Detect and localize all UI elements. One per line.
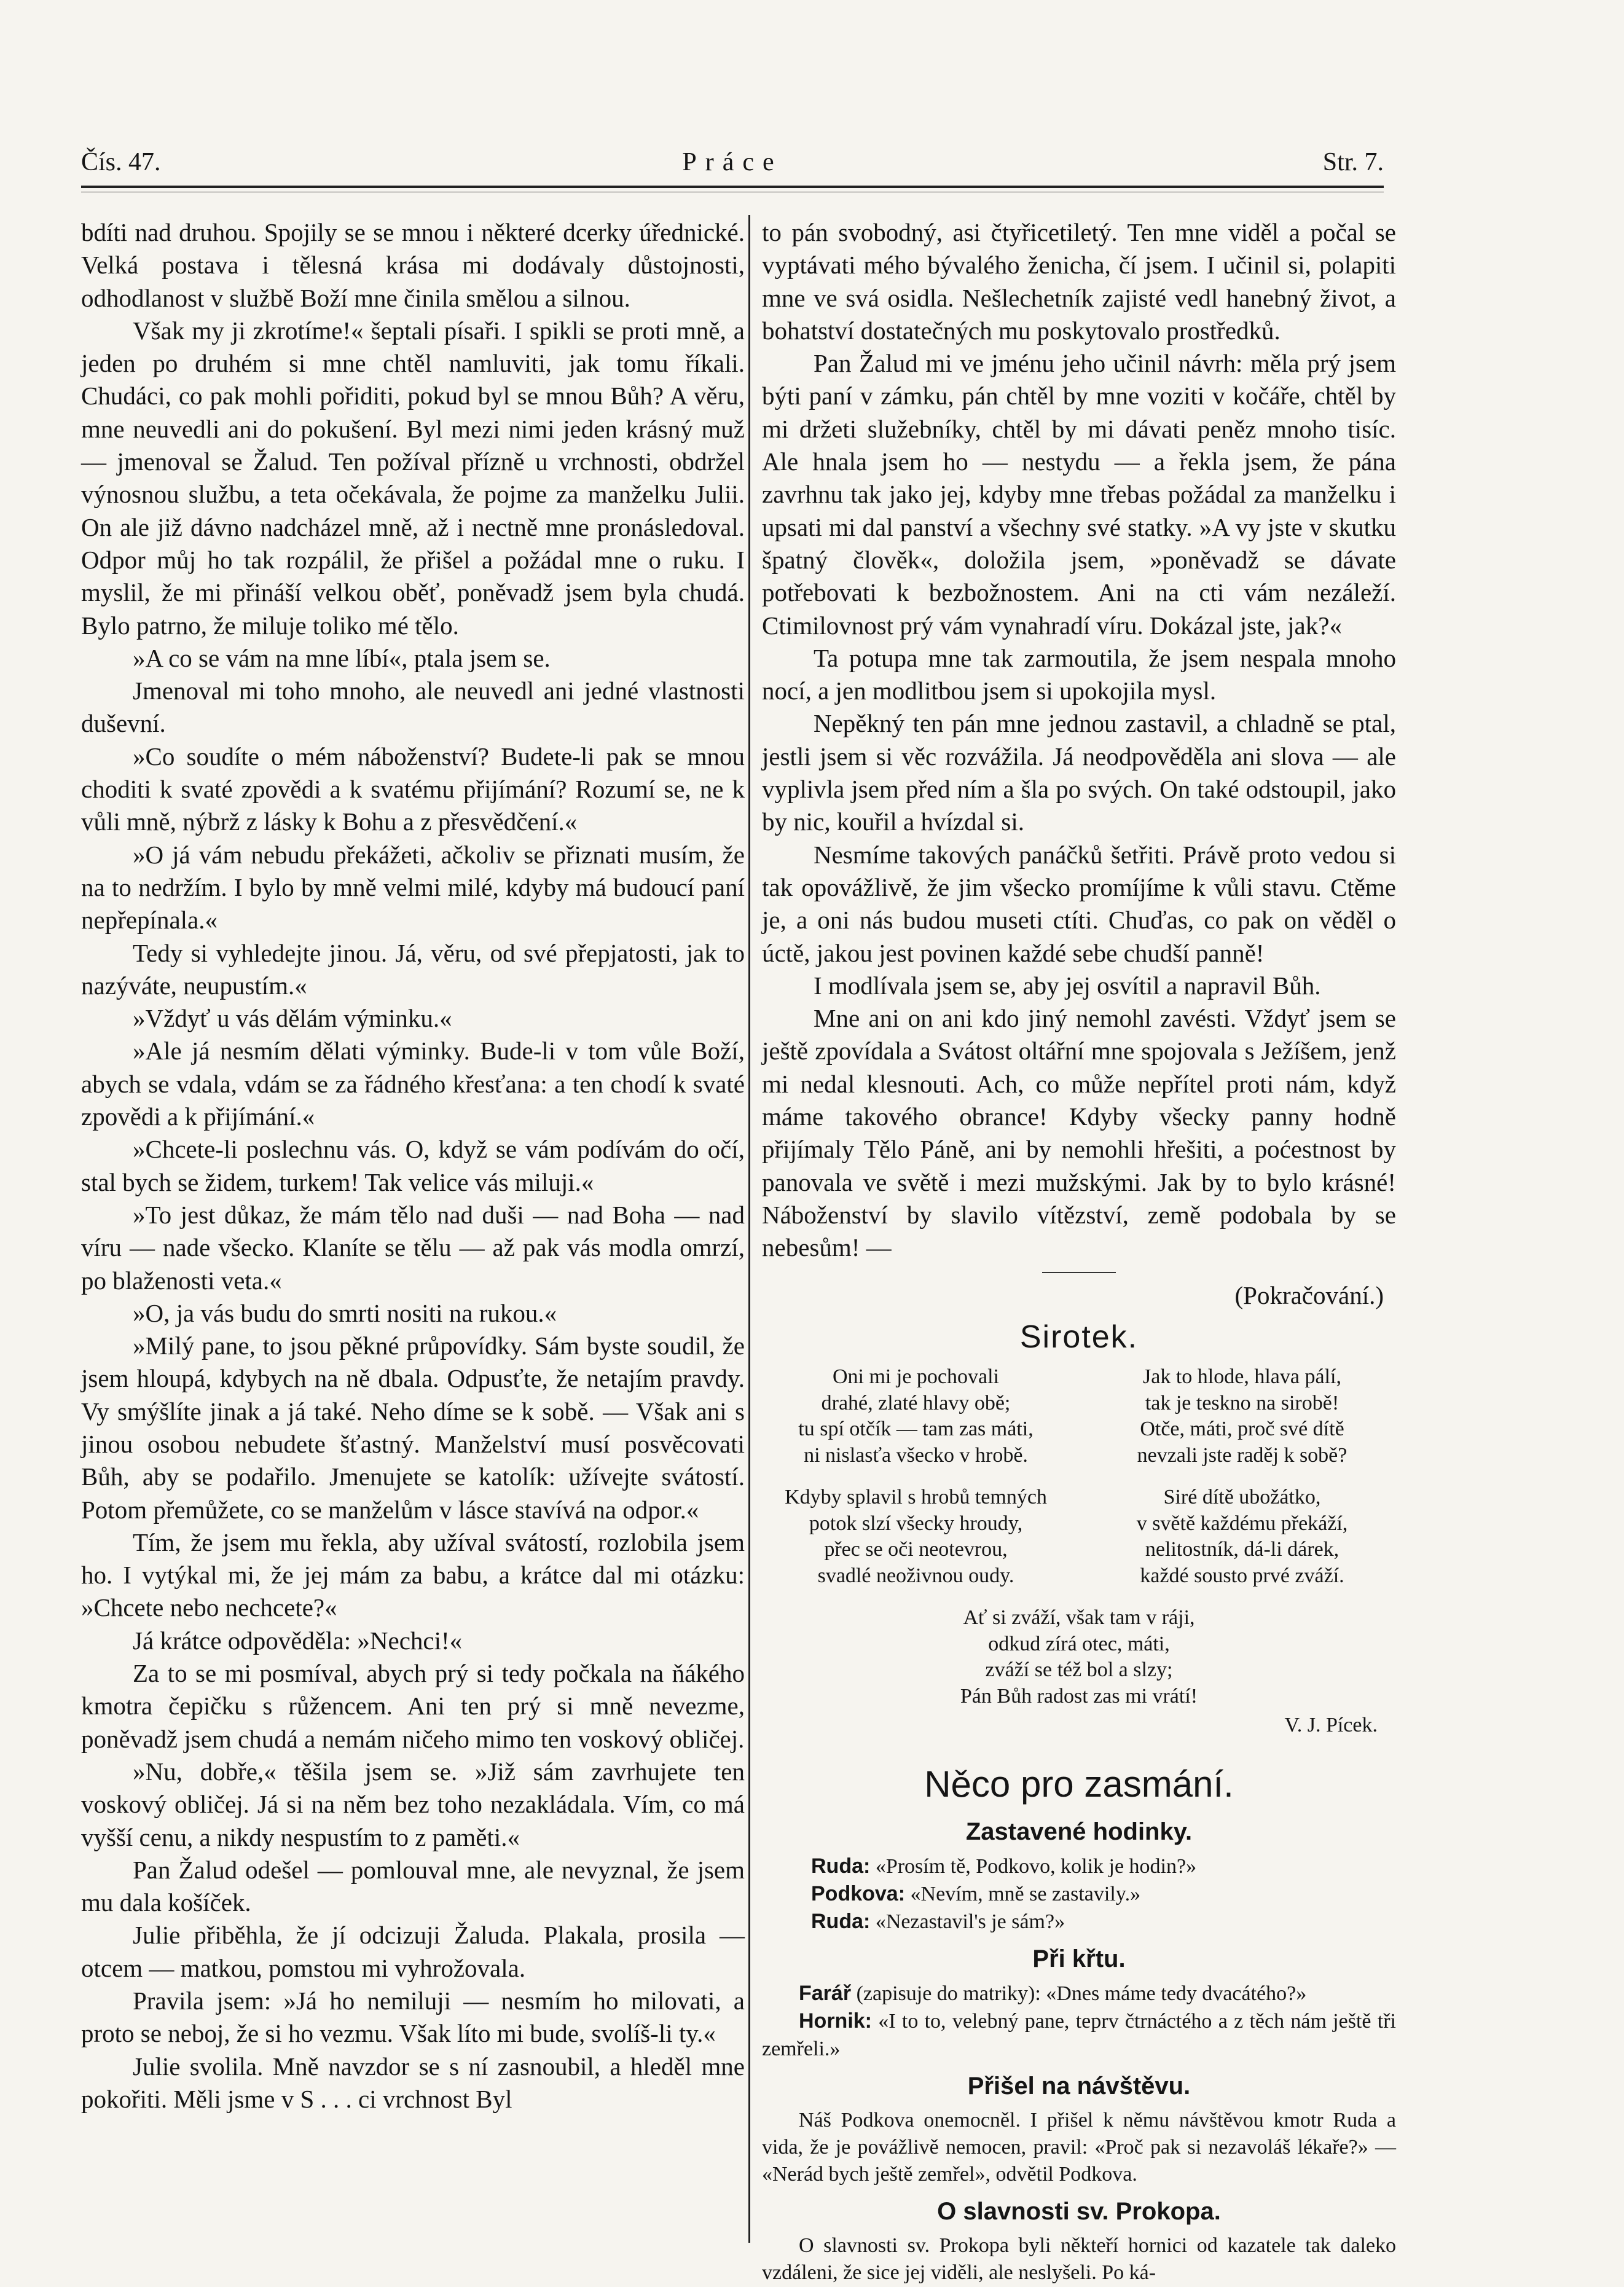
paragraph: Pravila jsem: »Já ho nemiluji — nesmím ho milovati, a proto se neboj, že si ho vezmu. Však líto mi bude, svolíš-li ty.« bbox=[81, 1987, 745, 2048]
paragraph: Pan Žalud odešel — pomlouval mne, ale nevyznal, že jsem mu dala košíček. bbox=[81, 1855, 745, 1917]
speaker: Farář bbox=[799, 1982, 852, 2006]
paragraph: »Milý pane, to jsou pěkné průpovídky. Sám byste soudil, že jsem hloupá, kdybych na ně dbala. Odpusťte, že netajím pravdy. Vy smýšlíte jinak a já také. Neho díme se k sobě. — Však ani s jinou osobou nebudete šťastný. Manželství musí posvěcovati Bůh, aby se podařilo. Jmenujete se katolík: užívejte svátostí. Potom přemůžete, co se manželům v lásce stavívá na odpor.« bbox=[81, 1332, 745, 1524]
paragraph: Jmenoval mi toho mnoho, ale neuvedl ani jedné vlastnosti duševní. bbox=[81, 677, 745, 738]
paragraph: Tím, že jsem mu řekla, aby užíval svátostí, rozlobila jsem ho. I vytýkal mi, že jej mám za babu, a krátce dal mi otázku: »Chcete nebo nechcete?« bbox=[81, 1528, 745, 1622]
paragraph: to pán svobodný, asi čtyřicetiletý. Ten mne viděl a počal se vyptávati mého bývalého ženicha, čí jsem. I učinil si, polapiti mne ve svá osidla. Nešlechetník zajisté vedl hanebný život, a bohatství dostatečných mu poskytovalo prostředků. bbox=[762, 218, 1396, 345]
poem-author: V. J. Pícek. bbox=[1284, 1714, 1378, 1737]
paragraph: »Nu, dobře,« těšila jsem se. »Již sám zavrhujete ten voskový obličej. Já si na něm bez toho nezakládala. Vím, co má vyšší cenu, a nikdy nespustím to z paměti.« bbox=[81, 1757, 745, 1851]
poem-line: nevzali jste raděj k sobě? bbox=[1137, 1443, 1347, 1467]
paragraph: »O já vám nebudu překážeti, ačkoliv se přiznati musím, že na to nedržím. I bylo by mně velmi milé, kdyby má budoucí paní nepřepínala.« bbox=[81, 840, 745, 935]
paragraph: bdíti nad druhou. Spojily se se mnou i některé dcerky úřednické. Velká postava i tělesná krása mi dodávaly důstojnosti, odhodlanost v službě Boží mne činila smělou a silnou. bbox=[81, 218, 745, 312]
speaker: Hornik: bbox=[799, 2009, 872, 2033]
joke-text: Náš Podkova onemocněl. I přišel k němu návštěvou kmotr Ruda a vida, že je povážlivě nemocen, pravil: «Proč pak si nezavoláš lékaře?» — «Nerád bych ještě zemřel», odvětil Podkova. bbox=[762, 2108, 1396, 2186]
dialog-line bbox=[811, 1853, 1396, 1880]
poem-line: odkud zírá otec, máti, bbox=[988, 1632, 1170, 1655]
poem-line: Kdyby splavil s hrobů temných bbox=[785, 1486, 1047, 1509]
dialog-text: «Nevím, mně se zastavily.» bbox=[910, 1882, 1141, 1905]
poem-line: Siré dítě ubožátko, bbox=[1163, 1486, 1321, 1509]
joke-title: Přišel na návštěvu. bbox=[967, 2072, 1191, 2100]
dialog-line bbox=[811, 1880, 1396, 1908]
poem-final-stanza bbox=[762, 1605, 1396, 1709]
joke-dialog bbox=[762, 1853, 1396, 1936]
poem-line: ni nislasťa všecko v hrobě. bbox=[804, 1443, 1028, 1467]
dialog-text: «Prosím tě, Podkovo, kolik je hodin?» bbox=[875, 1854, 1197, 1878]
poem-line: každé sousto prvé zváží. bbox=[1140, 1564, 1344, 1587]
paragraph: Julie přiběhla, že jí odcizuji Žaluda. Plakala, prosila — otcem — matkou, pomstou mi vyhrožovala. bbox=[81, 1921, 745, 1982]
joke-title: Při křtu. bbox=[1032, 1945, 1126, 1973]
poem-stanzas bbox=[762, 1364, 1396, 1589]
paper-title: Práce bbox=[682, 148, 783, 176]
paragraph: Já krátce odpověděla: »Nechci!« bbox=[133, 1626, 463, 1655]
page-number: Str. 7. bbox=[1322, 148, 1384, 176]
dialog-text: «Nezastavil's je sám?» bbox=[875, 1910, 1065, 1933]
poem-line: svadlé neoživnou oudy. bbox=[817, 1564, 1014, 1587]
continued-note: (Pokračování.) bbox=[1234, 1281, 1384, 1309]
speaker: Ruda: bbox=[811, 1854, 871, 1878]
poem-line: v světě každému překáží, bbox=[1136, 1512, 1348, 1535]
header-rule bbox=[81, 186, 1384, 188]
poem-line: Oni mi je pochovali bbox=[832, 1365, 999, 1389]
paragraph: »O, ja vás budu do smrti nositi na rukou.« bbox=[133, 1298, 557, 1327]
paragraph: »Vždyť u vás dělám výminku.« bbox=[133, 1004, 452, 1033]
left-column bbox=[81, 216, 745, 2116]
paragraph: »To jest důkaz, že mám tělo nad duši — nad Boha — nad víru — nade všecko. Klaníte se tělu — až pak vás modla omrzí, po blaženosti veta.« bbox=[81, 1200, 745, 1295]
paragraph: Za to se mi posmíval, abych prý si tedy počkala na ňákého kmotra čepičku s růžencem. Ani ten prý si mně nevezme, poněvadž jsem chudá a nemám ničeho mimo ten voskový obličej. bbox=[81, 1659, 745, 1753]
right-column bbox=[762, 216, 1396, 2287]
paragraph: Nesmíme takových panáčků šetřiti. Právě proto vedou si tak opovážlivě, že jim všecko promíjíme k vůli stavu. Ctěme je, a oni nás budou museti ctíti. Chuďas, co pak on věděl o úctě, jakou jest povinen každé sebe chudší panně! bbox=[762, 840, 1396, 967]
poem-line: potok slzí všecky hroudy, bbox=[809, 1512, 1023, 1535]
dialog-line bbox=[811, 1908, 1396, 1936]
paragraph: Nepěkný ten pán mne jednou zastavil, a chladně se ptal, jestli jsem si věc rozvážila. Já neodpověděla ani slova — ale vyplivla jsem před ním a šla po svých. On také odstoupil, jako by nic, kouřil a hvízdal si. bbox=[762, 709, 1396, 836]
dialog-line bbox=[762, 2007, 1396, 2062]
paragraph: Tedy si vyhledejte jinou. Já, věru, od své přepjatosti, jak to nazýváte, neupustím.« bbox=[81, 938, 745, 1000]
humor-section-title: Něco pro zasmání. bbox=[924, 1763, 1234, 1805]
speaker: Ruda: bbox=[811, 1909, 871, 1933]
poem-title: Sirotek. bbox=[1019, 1319, 1139, 1355]
poem-stanza bbox=[762, 1485, 1070, 1589]
section-separator bbox=[1042, 1272, 1116, 1273]
issue-number: Čís. 47. bbox=[81, 148, 161, 176]
poem-line: Ať si zváží, však tam v ráji, bbox=[963, 1606, 1195, 1630]
paragraph: I modlívala jsem se, aby jej osvítil a napravil Bůh. bbox=[814, 971, 1321, 1000]
joke-text: O slavnosti sv. Prokopa byli někteří hornici od kazatele tak daleko vzdáleni, že sice jej viděli, ale neslyšeli. Po ká- bbox=[762, 2234, 1396, 2285]
dialog-text: (zapisuje do matriky): «Dnes máme tedy dvacátého?» bbox=[856, 1982, 1307, 2006]
paragraph: Však my ji zkrotíme!« šeptali písaři. I spikli se proti mně, a jeden po druhém si mne chtěl namluviti, jak tomu říkali. Chudáci, co pak mohli pořiditi, pokud byl se mnou Bůh? A věru, mne neuvedli ani do pokušení. Byl mezi nimi jeden krásný muž — jmenoval se Žalud. Ten požíval přízně u vrchnosti, obdržel výnosnou službu, a teta očekávala, že pojme za manželku Julii. On ale již dávno nadcházel mně, až i nectně mne pronásledoval. Odpor můj ho tak rozpálil, že přišel a požádal mne o ruku. I myslil, že mi přináší velkou oběť, poněvadž jsem byla chudá. Bylo patrno, že miluje toliko mé tělo. bbox=[81, 316, 745, 640]
poem-line: Pán Bůh radost zas mi vrátí! bbox=[960, 1684, 1198, 1708]
poem-line: nelitostník, dá-li dárek, bbox=[1145, 1538, 1340, 1561]
joke-title: Zastavené hodinky. bbox=[965, 1818, 1193, 1845]
poem-line: zváží se též bol a slzy; bbox=[985, 1658, 1173, 1682]
joke-title: O slavnosti sv. Prokopa. bbox=[937, 2198, 1221, 2226]
paragraph: Julie svolila. Mně navzdor se s ní zasnoubil, a hleděl mne pokořiti. Měli jsme v S . . . ci vrchnost Byl bbox=[81, 2052, 745, 2113]
poem-stanza bbox=[1088, 1364, 1396, 1469]
paragraph: »Co soudíte o mém náboženství? Budete-li pak se mnou choditi k svaté zpovědi a k svatému přijímání? Rozumí se, ne k vůli mně, nýbrž z lásky k Bohu a z přesvědčení.« bbox=[81, 742, 745, 836]
dialog-line bbox=[762, 1980, 1396, 2007]
page-header bbox=[81, 147, 1384, 182]
paragraph: »A co se vám na mne líbí«, ptala jsem se. bbox=[133, 643, 551, 672]
poem-stanza bbox=[1088, 1485, 1396, 1589]
poem-line: Otče, máti, proč své dítě bbox=[1140, 1418, 1344, 1441]
paragraph: »Ale já nesmím dělati výminky. Bude-li v tom vůle Boží, abych se vdala, vdám se za řádného křesťana: a ten chodí k svaté zpovědi a k přijímání.« bbox=[81, 1037, 745, 1131]
paragraph: »Chcete-li poslechnu vás. O, když se vám podívám do očí, stal bych se židem, turkem! Tak velice vás miluji.« bbox=[81, 1135, 745, 1196]
column-divider bbox=[748, 215, 750, 2243]
poem-line: přec se oči neotevrou, bbox=[824, 1538, 1008, 1561]
poem-line: tak je teskno na sirobě! bbox=[1145, 1391, 1340, 1414]
dialog-text: «I to to, velebný pane, teprv čtrnáctého a z těch nám ještě tři zemřeli.» bbox=[762, 2010, 1396, 2060]
poem-line: tu spí otčík — tam zas máti, bbox=[798, 1418, 1034, 1441]
speaker: Podkova: bbox=[811, 1881, 906, 1905]
poem-stanza bbox=[762, 1364, 1070, 1469]
poem-line: drahé, zlaté hlavy obě; bbox=[821, 1391, 1011, 1414]
paragraph: Pan Žalud mi ve jménu jeho učinil návrh: měla prý jsem býti paní v zámku, pán chtěl by mne voziti v kočáře, chtěl by mi držeti služebníky, chtěl by mi dávati peněz mnoho tisíc. Ale hnala jsem ho — nestydu — a řekla jsem, že pána zavrhnu tak jako jej, kdyby mne třebas požádal za manželku i upsati mi dal panství a všechny své statky. »A vy jste v skutku špatný člověk«, doložila jsem, »poněvadž se dávate potřebovati k bezbožnostem. Ani na cti vám nezáleží. Ctimilovnost prý vám vynahradí víru. Dokázal jste, jak?« bbox=[762, 349, 1396, 640]
paragraph: Mne ani on ani kdo jiný nemohl zavésti. Vždyť jsem se ještě zpovídala a Svátost oltářní mne spojovala s Ježíšem, jenž mi nedal klesnouti. Ach, co může nepřítel proti nám, když máme takového obrance! Kdyby všecky panny hodně přijímaly Tělo Páně, ani by nemohli hřešiti, a poćestnost by panovala ve světě i mezi mužskými. Jak by to bylo krásné! Náboženství by slavilo vítězství, země podobala by se nebesům! — bbox=[762, 1004, 1396, 1262]
poem-line: Jak to hlode, hlava pálí, bbox=[1143, 1365, 1341, 1389]
paragraph: Ta potupa mne tak zarmoutila, že jsem nespala mnoho nocí, a jen modlitbou jsem si upokojila mysl. bbox=[762, 643, 1396, 705]
